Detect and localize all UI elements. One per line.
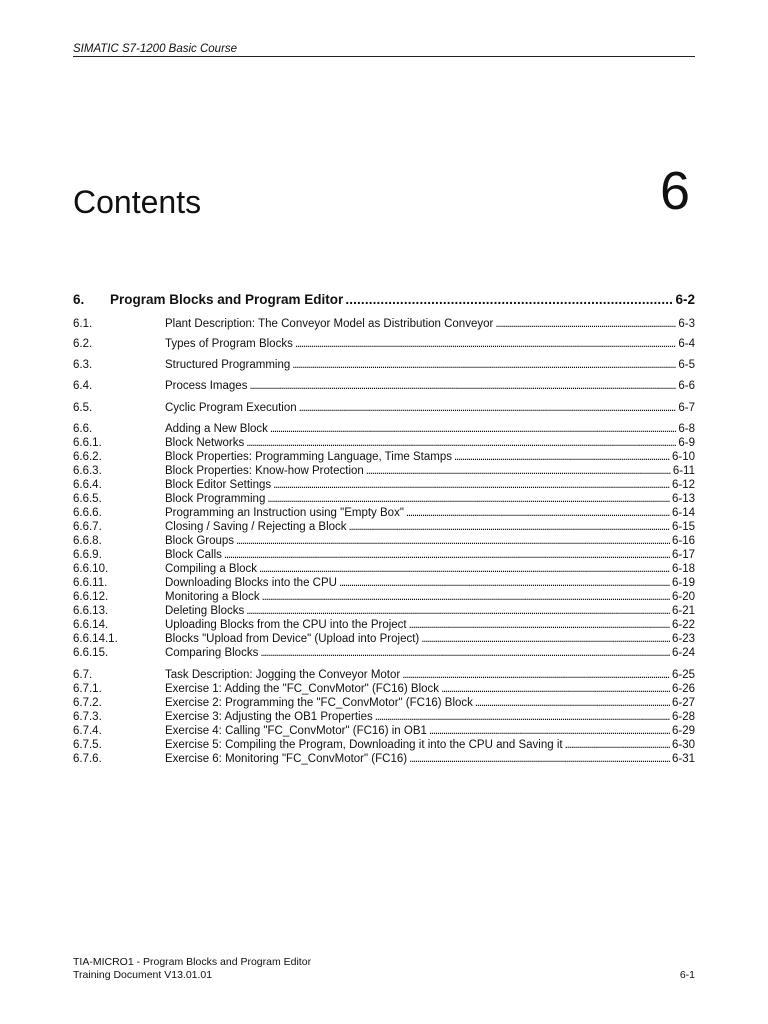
toc-leader	[267, 492, 670, 506]
toc-page: 6-24	[671, 647, 695, 659]
toc-number: 6.7.3.	[73, 711, 102, 723]
toc-entry[interactable]	[73, 520, 695, 534]
toc-number: 6.6.9.	[73, 549, 102, 561]
toc-number: 6.4.	[73, 380, 93, 392]
toc-entry[interactable]	[73, 710, 695, 724]
toc-title: Blocks "Upload from Device" (Upload into Project)	[165, 633, 420, 645]
toc-leader	[246, 604, 670, 618]
toc-title: Types of Program Blocks	[165, 338, 293, 350]
toc-page: 6-9	[678, 437, 695, 449]
toc-title: Block Networks	[165, 437, 245, 449]
toc-page: 6-25	[671, 669, 695, 681]
toc-leader	[421, 632, 670, 646]
toc-title: Exercise 5: Compiling the Program, Downloading it into the CPU and Saving it	[165, 739, 563, 751]
toc-number: 6.6.6.	[73, 507, 102, 519]
toc-leader	[429, 724, 670, 738]
footer-document-version: Training Document V13.01.01	[73, 969, 213, 981]
toc-page: 6-18	[671, 563, 695, 575]
toc-leader	[345, 292, 673, 308]
toc-leader	[349, 520, 670, 534]
toc-page: 6-12	[671, 479, 695, 491]
toc-number: 6.7.2.	[73, 697, 102, 709]
toc-entry[interactable]	[73, 337, 695, 351]
toc-number: 6.6.8.	[73, 535, 102, 547]
toc-entry[interactable]	[73, 590, 695, 604]
toc-page: 6-20	[671, 591, 695, 603]
toc-entry[interactable]	[73, 436, 695, 450]
toc-number: 6.7.5.	[73, 739, 102, 751]
toc-leader	[402, 668, 670, 682]
toc-title: Process Images	[165, 380, 248, 392]
toc-title: Program Blocks and Program Editor	[110, 292, 344, 307]
toc-title: Block Properties: Know-how Protection	[165, 465, 364, 477]
toc-number: 6.6.3.	[73, 465, 102, 477]
toc-page: 6-31	[671, 753, 695, 765]
toc-number: 6.6.1.	[73, 437, 102, 449]
toc-number: 6.5.	[73, 402, 93, 414]
toc-page: 6-28	[671, 711, 695, 723]
toc-title: Compiling a Block	[165, 563, 258, 575]
toc-number: 6.7.1.	[73, 683, 102, 695]
toc-leader	[454, 450, 670, 464]
toc-page: 6-4	[678, 338, 695, 350]
toc-page: 6-30	[671, 739, 695, 751]
header-rule	[73, 56, 695, 57]
toc-entry[interactable]	[73, 422, 695, 436]
toc-leader	[375, 710, 670, 724]
toc-entry[interactable]	[73, 668, 695, 682]
toc-leader	[259, 562, 670, 576]
toc-title: Exercise 6: Monitoring "FC_ConvMotor" (FC16)	[165, 753, 408, 765]
toc-page: 6-2	[675, 292, 695, 307]
toc-entry[interactable]	[73, 450, 695, 464]
toc-entry[interactable]	[73, 682, 695, 696]
toc-entry[interactable]	[73, 401, 695, 415]
toc-page: 6-13	[671, 493, 695, 505]
toc-number: 6.1.	[73, 318, 93, 330]
toc-leader	[406, 506, 670, 520]
toc-entry[interactable]	[73, 724, 695, 738]
toc-entry[interactable]	[73, 752, 695, 766]
toc-page: 6-22	[671, 619, 695, 631]
toc-title: Plant Description: The Conveyor Model as Distribution Conveyor	[165, 318, 494, 330]
toc-entry[interactable]	[73, 738, 695, 752]
toc-page: 6-16	[671, 535, 695, 547]
toc-page: 6-6	[678, 380, 695, 392]
toc-entry[interactable]	[73, 492, 695, 506]
toc-leader	[475, 696, 670, 710]
toc-title: Adding a New Block	[165, 423, 268, 435]
toc-page: 6-14	[671, 507, 695, 519]
toc-title: Comparing Blocks	[165, 647, 259, 659]
toc-number: 6.	[73, 292, 85, 307]
toc-page: 6-21	[671, 605, 695, 617]
toc-page: 6-27	[671, 697, 695, 709]
toc-entry[interactable]	[73, 562, 695, 576]
toc-leader	[236, 534, 670, 548]
toc-entry[interactable]	[73, 632, 695, 646]
toc-entry[interactable]	[73, 576, 695, 590]
toc-entry[interactable]	[73, 618, 695, 632]
toc-page: 6-5	[678, 359, 695, 371]
toc-leader	[249, 379, 676, 393]
toc-title: Block Calls	[165, 549, 222, 561]
toc-title: Cyclic Program Execution	[165, 402, 297, 414]
toc-title: Uploading Blocks from the CPU into the Project	[165, 619, 407, 631]
toc-leader	[246, 436, 676, 450]
toc-page: 6-10	[671, 451, 695, 463]
toc-number: 6.6.4.	[73, 479, 102, 491]
chapter-number: 6	[659, 161, 690, 221]
toc-page: 6-17	[671, 549, 695, 561]
toc-number: 6.7.6.	[73, 753, 102, 765]
footer-page-number: 6-1	[679, 969, 695, 981]
toc-number: 6.6.2.	[73, 451, 102, 463]
toc-title: Exercise 2: Programming the "FC_ConvMotor" (FC16) Block	[165, 697, 473, 709]
toc-title: Exercise 1: Adding the "FC_ConvMotor" (FC16) Block	[165, 683, 440, 695]
toc-entry[interactable]	[73, 696, 695, 710]
toc-entry[interactable]	[73, 358, 695, 372]
toc-chapter-entry[interactable]	[73, 292, 695, 308]
toc-leader	[409, 752, 670, 766]
toc-number: 6.6.10.	[73, 563, 109, 575]
toc-leader	[224, 548, 670, 562]
toc-page: 6-19	[671, 577, 695, 589]
page-footer	[73, 956, 695, 982]
toc-page: 6-23	[671, 633, 695, 645]
toc-title: Monitoring a Block	[165, 591, 260, 603]
toc-leader	[299, 401, 677, 415]
toc-entry[interactable]	[73, 464, 695, 478]
toc-page: 6-29	[671, 725, 695, 737]
toc-page: 6-3	[678, 318, 695, 330]
toc-leader	[273, 478, 670, 492]
toc-leader	[260, 646, 670, 660]
running-header: SIMATIC S7-1200 Basic Course	[73, 43, 238, 55]
toc-title: Exercise 4: Calling "FC_ConvMotor" (FC16) in OB1	[165, 725, 427, 737]
toc-leader	[292, 358, 676, 372]
toc-number: 6.6.	[73, 423, 93, 435]
toc-number: 6.6.13.	[73, 605, 109, 617]
toc-number: 6.7.4.	[73, 725, 102, 737]
toc-page: 6-8	[678, 423, 695, 435]
toc-title: Block Editor Settings	[165, 479, 272, 491]
toc-number: 6.7.	[73, 669, 93, 681]
toc-entry[interactable]	[73, 534, 695, 548]
toc-leader	[409, 618, 670, 632]
toc-entry[interactable]	[73, 317, 695, 331]
toc-number: 6.6.11.	[73, 577, 108, 589]
toc-title: Block Properties: Programming Language, Time Stamps	[165, 451, 452, 463]
toc-leader	[295, 337, 677, 351]
toc-page: 6-7	[678, 402, 695, 414]
toc-number: 6.6.15.	[73, 647, 109, 659]
toc-leader	[441, 682, 670, 696]
toc-number: 6.3.	[73, 359, 93, 371]
toc-title: Structured Programming	[165, 359, 291, 371]
toc-page: 6-15	[671, 521, 695, 533]
toc-number: 6.6.7.	[73, 521, 102, 533]
toc-page: 6-26	[671, 683, 695, 695]
toc-title: Programming an Instruction using "Empty Box"	[165, 507, 404, 519]
toc-title: Exercise 3: Adjusting the OB1 Properties	[165, 711, 373, 723]
toc-number: 6.2.	[73, 338, 93, 350]
toc-leader	[262, 590, 670, 604]
toc-leader	[495, 317, 676, 331]
toc-number: 6.6.14.1.	[73, 633, 118, 645]
toc-leader	[270, 422, 676, 436]
toc-number: 6.6.14.	[73, 619, 109, 631]
toc-number: 6.6.5.	[73, 493, 102, 505]
toc-leader	[366, 464, 671, 478]
page-title: Contents	[73, 184, 202, 220]
toc-title: Downloading Blocks into the CPU	[165, 577, 337, 589]
toc-title: Block Programming	[165, 493, 266, 505]
toc-entry[interactable]	[73, 604, 695, 618]
toc-number: 6.6.12.	[73, 591, 109, 603]
footer-course-title: TIA-MICRO1 - Program Blocks and Program Editor	[73, 956, 312, 968]
toc-leader	[339, 576, 670, 590]
toc-leader	[565, 738, 670, 752]
toc-title: Block Groups	[165, 535, 235, 547]
toc-entry[interactable]	[73, 379, 695, 393]
toc-page: 6-11	[672, 465, 695, 477]
toc-title: Task Description: Jogging the Conveyor Motor	[165, 669, 401, 681]
toc-entry[interactable]	[73, 506, 695, 520]
toc-title: Deleting Blocks	[165, 605, 245, 617]
toc-entry[interactable]	[73, 646, 695, 660]
toc-entry[interactable]	[73, 478, 695, 492]
toc-title: Closing / Saving / Rejecting a Block	[165, 521, 347, 533]
toc-entry[interactable]	[73, 548, 695, 562]
